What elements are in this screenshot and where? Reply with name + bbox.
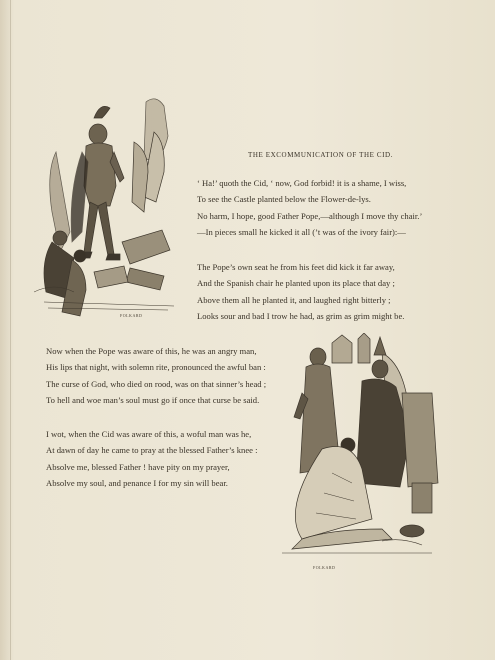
verse-line: Absolve me, blessed Father ! have pity on my prayer, [46,461,230,472]
stanza-2 [197,259,404,324]
illustration-cid-kicking-chair [34,92,186,324]
verse-line: The Pope’s own seat he from his feet did kick it far away, [197,262,395,272]
illustration-caption-top: FOLKARD [120,313,143,318]
verse-line: No harm, I hope, good Father Pope,—although I move thy chair.’ [197,210,423,221]
stanza-1 [197,175,422,240]
verse-line: —In pieces small he kicked it all (’t was of the ivory fair):— [197,226,406,237]
illustration-cid-kneeling-before-pope [262,333,446,561]
verse-line: The curse of God, who died on rood, was on that sinner’s head ; [46,378,267,389]
page-title: THE EXCOMMUNICATION OF THE CID. [248,151,394,159]
verse-line: Now when the Pope was aware of this, he was an angry man, [46,346,257,356]
verse-line: I wot, when the Cid was aware of this, a woful man was he, [46,429,252,439]
verse-line: Looks sour and bad I trow he had, as grim as grim might be. [197,310,405,321]
verse-line: At dawn of day he came to pray at the blessed Father’s knee : [46,445,258,456]
verse-line: Above them all he planted it, and laughed right bitterly ; [197,294,391,305]
verse-line: And the Spanish chair he planted upon its place that day ; [197,278,395,289]
verse-line: To see the Castle planted below the Flower-de-lys. [197,194,371,205]
verse-line: His lips that night, with solemn rite, pronounced the awful ban : [46,362,266,373]
binding-gutter [10,0,11,660]
verse-line: To hell and woe man’s soul must go if once that curse be said. [46,394,260,405]
illustration-caption-bottom: FOLKARD [313,565,336,570]
verse-line: Absolve my soul, and penance I for my sin will bear. [46,477,228,488]
stanza-3 [46,343,266,408]
verse-line: ‘ Ha!’ quoth the Cid, ‘ now, God forbid! it is a shame, I wiss, [197,178,407,188]
stanza-4 [46,426,258,491]
